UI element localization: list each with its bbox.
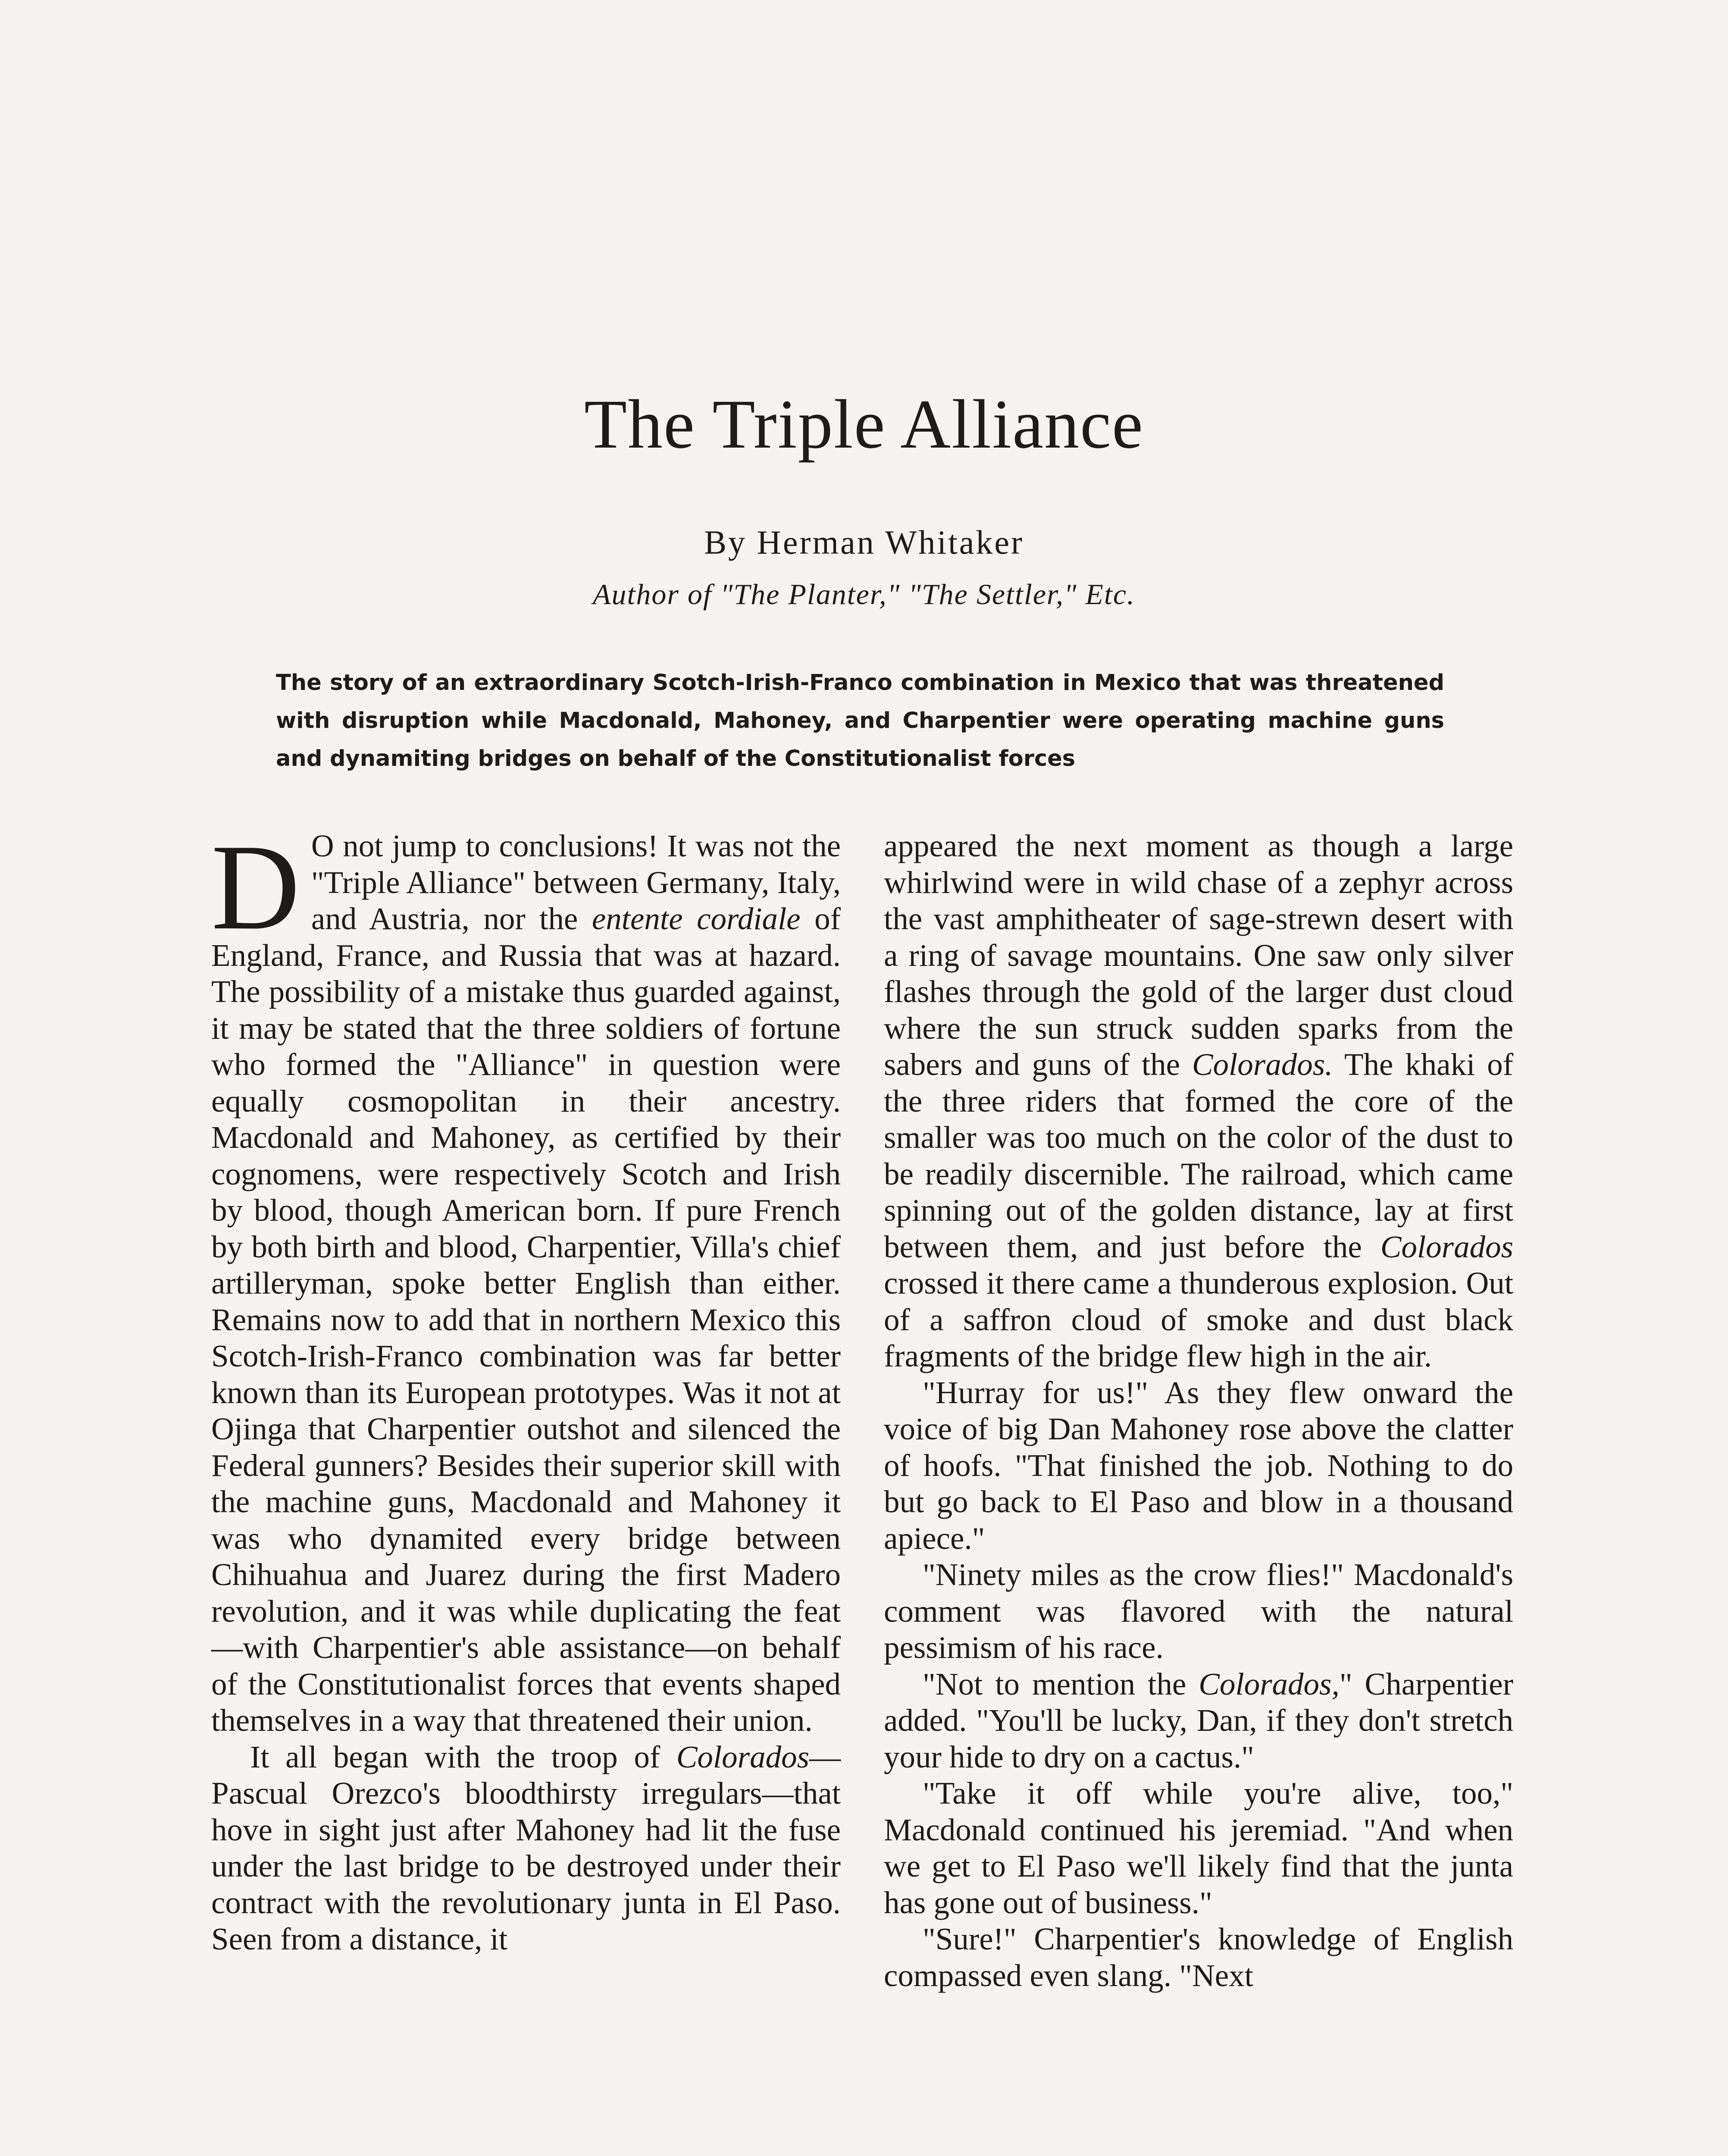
italic-phrase: Colorados, bbox=[1199, 1666, 1340, 1702]
text-run: O not jump to conclusions! It was not the "Triple Alliance" between Germany, Italy, and Austria, nor the bbox=[311, 828, 841, 936]
paragraph bbox=[884, 1666, 1513, 1776]
paragraph bbox=[211, 819, 841, 1739]
text-run: It all began with the troop of bbox=[250, 1739, 676, 1774]
text-run: " Charpentier added. "You'll be lucky, Dan, if they don't stretch your hide to dry on a cactus." bbox=[884, 1666, 1514, 1774]
italic-phrase: entente cordiale bbox=[592, 901, 801, 936]
author-byline: By Herman Whitaker bbox=[704, 523, 1024, 561]
italic-phrase: Colorados bbox=[1380, 1229, 1513, 1264]
right-column bbox=[884, 828, 1513, 1994]
text-run: —Pascual Orezco's bloodthirsty irregulars—that hove in sight just after Mahoney had lit the fuse under the last bridge to be destroyed under their contract with the revolutionary junta in El Paso. Seen from a distance, it bbox=[211, 1739, 841, 1956]
text-run: The khaki of the three riders that formed the core of the smaller was too much on the color of the dust to be readily discernible. The railroad, which came spinning out of the golden distance, lay at first between them, and just before the bbox=[884, 1047, 1513, 1264]
story-summary: The story of an extraordinary Scotch-Irish-Franco combination in Mexico that was threatened with disruption while Macdonald, Mahoney, and Charpentier were operating machine guns and dynamiting bridges on behalf of the Constitutionalist forces bbox=[276, 670, 1444, 771]
text-run: appeared the next moment as though a large whirlwind were in wild chase of a zephyr across the vast amphitheater of sage-strewn desert with a ring of savage mountains. One saw only silver flashes through the gold of the larger dust cloud where the sun struck sudden sparks from the sabers and guns of the bbox=[884, 828, 1513, 1082]
paragraph bbox=[211, 1739, 841, 1958]
article-title: The Triple Alliance bbox=[584, 386, 1144, 463]
drop-cap: D bbox=[211, 819, 300, 955]
paragraph: "Sure!" Charpentier's knowledge of English compassed even slang. "Next bbox=[884, 1921, 1513, 1993]
italic-phrase: Colorados. bbox=[1192, 1047, 1333, 1082]
text-run: "Not to mention the bbox=[923, 1666, 1199, 1702]
paragraph: "Hurray for us!" As they flew onward the voice of big Dan Mahoney rose above the clatter of hoofs. "That finished the job. Nothing to do but go back to El Paso and blow in a thousand apiece." bbox=[884, 1375, 1513, 1556]
paragraph: "Take it off while you're alive, too," Macdonald continued his jeremiad. "And when we get to El Paso we'll likely find that the junta has gone out of business." bbox=[884, 1776, 1513, 1920]
text-run: of England, France, and Russia that was at hazard. The possibility of a mistake thus guarded against, it may be stated that the three soldiers of fortune who formed the "Alliance" in question were equally cosmopolitan in their ancestry. Macdonald and Mahoney, as certified by their cognomens, were respectively Scotch and Irish by blood, though American born. If pure French by both birth and blood, Charpentier, Villa's chief artilleryman, spoke better English than either. Remains now to add that in northern Mexico this Scotch-Irish-Franco combination was far better known than its European prototypes. Was it not at Ojinga that Charpentier outshot and silenced the Federal gunners? Besides their superior skill with the machine guns, Macdonald and Mahoney it was who dynamited every bridge between Chihuahua and Juarez during the first Madero revolution, and it was while duplicating the feat—with Charpentier's able assistance—on behalf of the Constitutionalist forces that events shaped themselves in a way that threatened their union. bbox=[211, 901, 841, 1738]
author-credits: Author of "The Planter," "The Settler," Etc. bbox=[592, 578, 1135, 611]
paragraph: "Ninety miles as the crow flies!" Macdonald's comment was flavored with the natural pessimism of his race. bbox=[884, 1557, 1513, 1665]
paragraph bbox=[884, 828, 1513, 1375]
left-column bbox=[211, 819, 841, 1958]
italic-phrase: Colorados bbox=[676, 1739, 809, 1774]
text-run: crossed it there came a thunderous explosion. Out of a saffron cloud of smoke and dust black fragments of the bridge flew high in the air. bbox=[884, 1266, 1513, 1373]
